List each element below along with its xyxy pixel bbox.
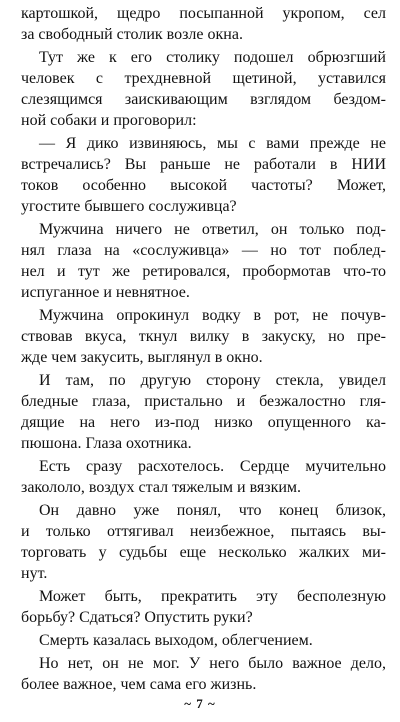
text-line: и только оттягивал неизбежное, пытаясь вы- <box>21 523 386 540</box>
text-line: Мужчина опрокинул водку в рот, не почув- <box>39 307 386 324</box>
paragraph <box>21 630 386 651</box>
paragraph <box>21 586 386 628</box>
text-line: Но нет, он не мог. У него было важное дело, <box>39 655 386 672</box>
text-line: Смерть казалась выходом, облегчением. <box>39 632 313 649</box>
text-line: нел и тут же ретировался, пробормотав что-то <box>21 263 386 280</box>
text-line: борьбу? Сдаться? Опустить руки? <box>21 609 253 626</box>
text-line: закололо, воздух стал тяжелым и вязким. <box>21 479 302 496</box>
paragraph <box>21 3 386 45</box>
text-line: ствовав вкуса, ткнул вилку в закуску, но пре- <box>21 328 386 345</box>
text-flow <box>21 3 386 695</box>
text-line: нут. <box>21 565 48 582</box>
paragraph <box>21 133 386 217</box>
paragraph <box>21 500 386 584</box>
text-line: человек с трехдневной щетиной, уставился <box>21 70 386 87</box>
page-body <box>21 3 386 695</box>
paragraph <box>21 653 386 695</box>
text-line: Мужчина ничего не ответил, он только под- <box>39 221 386 238</box>
text-line: слезящимся заискивающим взглядом бездом- <box>21 91 386 108</box>
text-line: Есть сразу расхотелось. Сердце мучительно <box>39 458 386 475</box>
text-line: более важное, чем сама его жизнь. <box>21 676 257 693</box>
text-line: Тут же к его столику подошел обрюзгший <box>39 49 386 66</box>
text-line: И там, по другую сторону стекла, увидел <box>39 372 386 389</box>
text-line: торговать у судьбы еще несколько жалких ми- <box>21 544 386 561</box>
text-line: дящие на него из-под низко опущенного ка- <box>21 414 386 431</box>
text-line: токов особенно высокой частоты? Может, <box>21 177 386 194</box>
paragraph <box>21 305 386 368</box>
text-line: встречались? Вы раньше не работали в НИИ <box>21 156 386 173</box>
text-line: бледные глаза, пристально и безжалостно гля- <box>21 393 386 410</box>
paragraph <box>21 219 386 303</box>
text-line: Может быть, прекратить эту бесполезную <box>39 588 386 605</box>
text-line: жде чем закусить, выглянул в окно. <box>21 349 263 366</box>
text-line: ной собаки и проговорил: <box>21 112 197 129</box>
text-line: испуганное и невнятное. <box>21 284 190 301</box>
text-line: нял глаза на «сослуживца» — но тот поблед- <box>21 242 386 259</box>
text-line: картошкой, щедро посыпанной укропом, сел <box>21 5 386 22</box>
paragraph <box>21 456 386 498</box>
paragraph <box>21 370 386 454</box>
text-line: угостите бывшего сослуживца? <box>21 198 237 215</box>
text-line: за свободный столик возле окна. <box>21 26 243 43</box>
text-line: Он давно уже понял, что конец близок, <box>39 502 386 519</box>
paragraph <box>21 47 386 131</box>
text-line: пюшона. Глаза охотника. <box>21 435 192 452</box>
page-number: ~ 7 ~ <box>184 696 216 711</box>
text-line: — Я дико извиняюсь, мы с вами прежде не <box>39 135 386 152</box>
